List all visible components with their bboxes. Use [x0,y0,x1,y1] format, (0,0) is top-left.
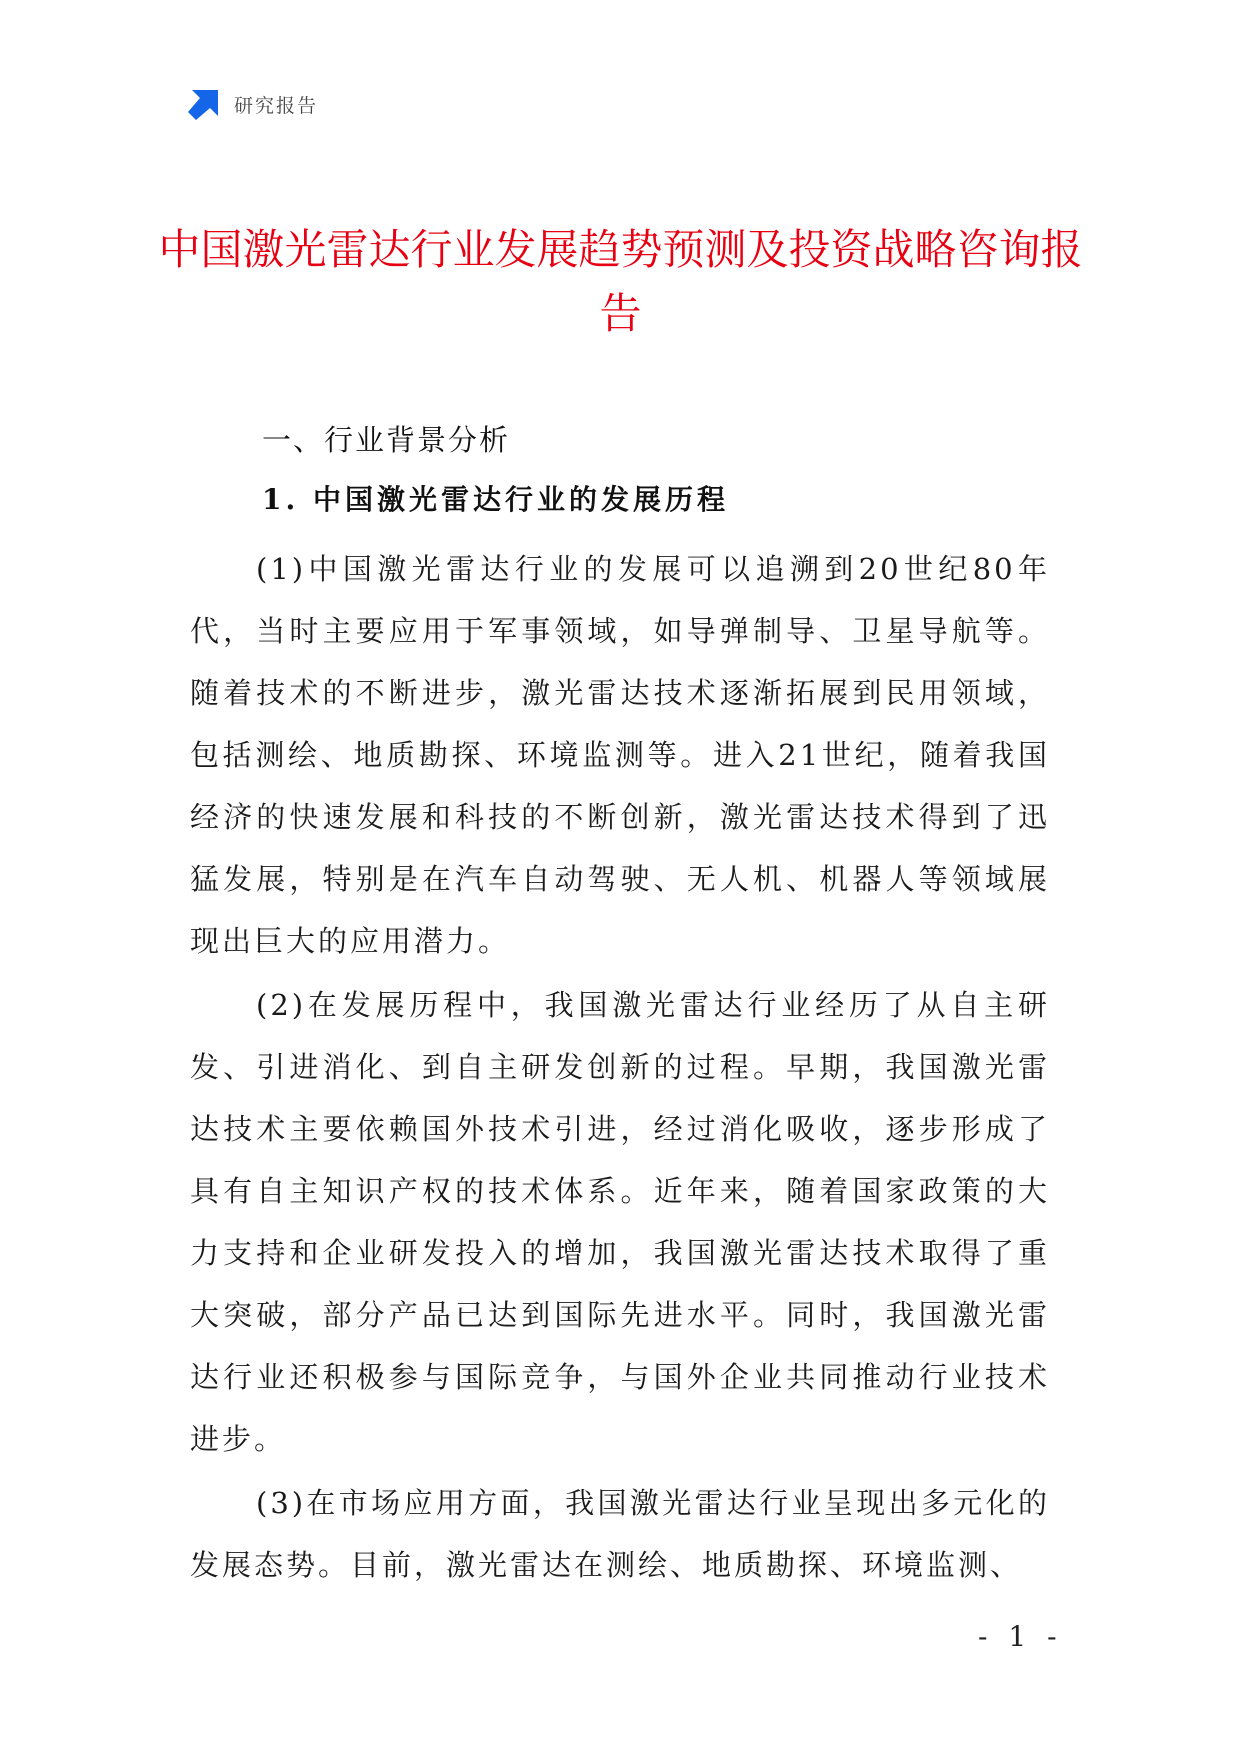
page-number: - 1 - [978,1620,1063,1653]
arrow-up-right-icon [188,88,220,120]
report-title: 中国激光雷达行业发展趋势预测及投资战略咨询报告 [158,225,1083,338]
body-text [190,538,1050,1598]
paragraph-1: (1)中国激光雷达行业的发展可以追溯到20世纪80年代，当时主要应用于军事领域，如导弹制导、卫星导航等。随着技术的不断进步，激光雷达技术逐渐拓展到民用领域，包括测绘、地质勘探、环境监测等。进入21世纪，随着我国经济的快速发展和科技的不断创新，激光雷达技术得到了迅猛发展，特别是在汽车自动驾驶、无人机、机器人等领域展现出巨大的应用潜力。 [190,552,1050,958]
paragraph-3: (3)在市场应用方面，我国激光雷达行业呈现出多元化的发展态势。目前，激光雷达在测绘、地质勘探、环境监测、 [190,1486,1050,1582]
subsection-heading: 1. 中国激光雷达行业的发展历程 [262,483,729,516]
section-heading: 一、行业背景分析 [262,423,511,457]
report-header [188,88,318,120]
header-label: 研究报告 [234,94,319,117]
paragraph-2: (2)在发展历程中，我国激光雷达行业经历了从自主研发、引进消化、到自主研发创新的过程。早期，我国激光雷达技术主要依赖国外技术引进，经过消化吸收，逐步形成了具有自主知识产权的技术体系。近年来，随着国家政策的大力支持和企业研发投入的增加，我国激光雷达技术取得了重大突破，部分产品已达到国际先进水平。同时，我国激光雷达行业还积极参与国际竞争，与国外企业共同推动行业技术进步。 [190,988,1050,1456]
